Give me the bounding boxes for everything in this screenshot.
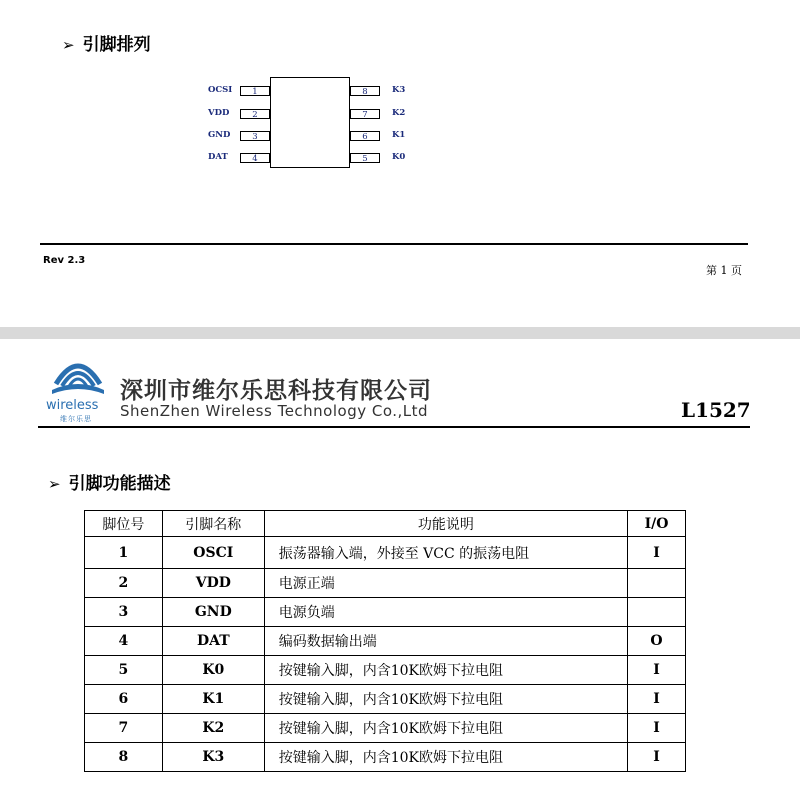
pin-function-table <box>84 510 686 772</box>
cell-io: I <box>628 714 686 743</box>
cell-pin-name: K1 <box>162 685 264 714</box>
pin-label-left: VDD <box>208 108 230 118</box>
pin-number: 1 <box>252 87 258 97</box>
pin-box <box>240 86 270 96</box>
header-rule <box>38 426 750 428</box>
pin-box <box>350 153 380 163</box>
cell-pin-no: 7 <box>85 714 163 743</box>
table-row <box>85 598 686 627</box>
pin-function-section-title <box>48 469 171 494</box>
table-row <box>85 714 686 743</box>
cell-function: 电源负端 <box>264 598 627 627</box>
cell-pin-no: 1 <box>85 537 163 569</box>
cell-function: 按键输入脚，内含10K欧姆下拉电阻 <box>264 714 627 743</box>
pinout-title-text: 引脚排列 <box>82 35 151 55</box>
table-row <box>85 569 686 598</box>
model-number: L1527 <box>681 398 751 422</box>
pin-number: 5 <box>362 154 368 164</box>
revision-label: Rev 2.3 <box>43 255 86 266</box>
pinout-section-title <box>62 30 151 55</box>
pin-number: 3 <box>252 132 258 142</box>
pin-box <box>350 86 380 96</box>
pin-box <box>240 153 270 163</box>
pin-number: 2 <box>252 110 258 120</box>
pin-label-right: K2 <box>392 108 406 118</box>
cell-pin-name: VDD <box>162 569 264 598</box>
cell-io: I <box>628 685 686 714</box>
cell-io: I <box>628 537 686 569</box>
pin-box <box>350 131 380 141</box>
cell-pin-no: 8 <box>85 743 163 772</box>
pin-box <box>240 131 270 141</box>
pin-function-title-text: 引脚功能描述 <box>68 474 171 494</box>
cell-pin-name: K0 <box>162 656 264 685</box>
pin-box <box>240 109 270 119</box>
arrow-bullet-icon: ➢ <box>62 36 75 54</box>
pin-number: 6 <box>362 132 368 142</box>
pin-number: 4 <box>252 154 258 164</box>
page-number: 第 1 页 <box>706 264 742 277</box>
cell-function: 编码数据输出端 <box>264 627 627 656</box>
pin-label-left: OCSI <box>208 85 233 95</box>
page-separator <box>0 327 800 339</box>
cell-io: I <box>628 656 686 685</box>
cell-pin-no: 4 <box>85 627 163 656</box>
pin-number: 8 <box>362 87 368 97</box>
cell-io <box>628 598 686 627</box>
logo-wordmark: wireless <box>46 398 99 413</box>
cell-pin-name: GND <box>162 598 264 627</box>
wireless-logo-icon <box>46 354 110 402</box>
cell-function: 振荡器输入端，外接至 VCC 的振荡电阻 <box>264 537 627 569</box>
header-io: I/O <box>628 511 686 537</box>
cell-pin-name: OSCI <box>162 537 264 569</box>
footer-rule <box>40 243 748 245</box>
table-row <box>85 656 686 685</box>
table-row <box>85 537 686 569</box>
cell-pin-name: K3 <box>162 743 264 772</box>
pin-label-left: DAT <box>208 152 228 162</box>
table-row <box>85 743 686 772</box>
header-function: 功能说明 <box>264 511 627 537</box>
table-header-row <box>85 511 686 537</box>
table-row <box>85 685 686 714</box>
pin-label-right: K1 <box>392 130 406 140</box>
cell-function: 按键输入脚，内含10K欧姆下拉电阻 <box>264 685 627 714</box>
logo-subtext: 维尔乐思 <box>60 415 92 423</box>
pin-number: 7 <box>362 110 368 120</box>
header-pin-name: 引脚名称 <box>162 511 264 537</box>
pin-box <box>350 109 380 119</box>
cell-pin-name: DAT <box>162 627 264 656</box>
chip-body <box>270 77 350 168</box>
pin-label-right: K0 <box>392 152 406 162</box>
cell-function: 按键输入脚，内含10K欧姆下拉电阻 <box>264 743 627 772</box>
cell-pin-no: 6 <box>85 685 163 714</box>
arrow-bullet-icon: ➢ <box>48 475 61 493</box>
header-pin-no: 脚位号 <box>85 511 163 537</box>
pin-label-right: K3 <box>392 85 406 95</box>
cell-pin-name: K2 <box>162 714 264 743</box>
cell-pin-no: 2 <box>85 569 163 598</box>
cell-io: I <box>628 743 686 772</box>
cell-function: 电源正端 <box>264 569 627 598</box>
table-row <box>85 627 686 656</box>
pin-label-left: GND <box>208 130 231 140</box>
cell-io: O <box>628 627 686 656</box>
cell-pin-no: 3 <box>85 598 163 627</box>
company-name-cn: 深圳市维尔乐思科技有限公司 <box>120 378 432 404</box>
cell-pin-no: 5 <box>85 656 163 685</box>
cell-function: 按键输入脚，内含10K欧姆下拉电阻 <box>264 656 627 685</box>
company-name-en: ShenZhen Wireless Technology Co.,Ltd <box>120 402 429 420</box>
company-logo <box>46 354 110 424</box>
cell-io <box>628 569 686 598</box>
